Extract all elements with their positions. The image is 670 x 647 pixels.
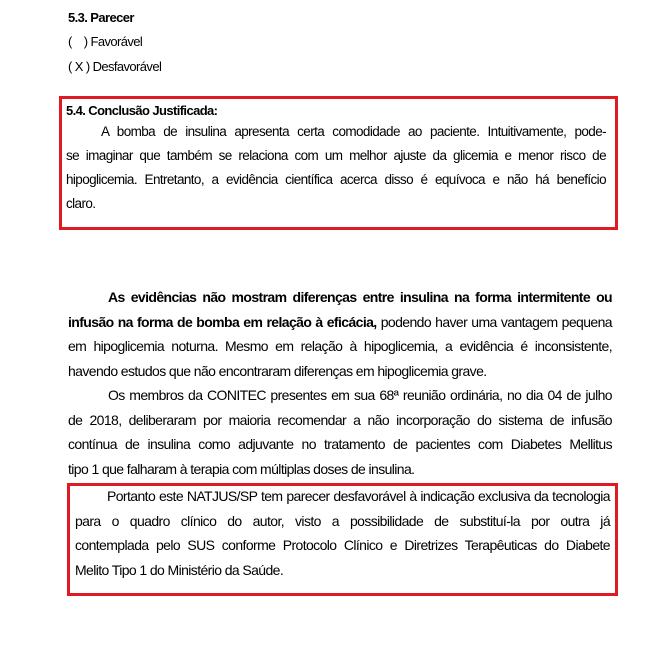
conclusion-line: hipoglicemia. Entretanto, a evidência científica acerca disso é equívoca e não há benefício	[66, 172, 606, 187]
conitec-paragraph	[68, 383, 612, 481]
conitec-line: contínua de insulina como adjuvante no tratamento de pacientes com Diabetes Mellitus	[68, 436, 612, 452]
evidence-bold-phrase: infusão na forma de bomba em relação à eficácia,	[68, 313, 377, 330]
opinion-line: Melito Tipo 1 do Ministério da Saúde.	[75, 561, 284, 578]
evidence-rest: podendo haver uma vantagem pequena	[376, 313, 612, 330]
opinion-line: Portanto este NATJUS/SP tem parecer desfavorável à indicação exclusiva da tecnologia	[107, 488, 610, 504]
evidence-line-bold: As evidências não mostram diferenças entre insulina na forma intermitente ou	[108, 289, 612, 305]
conclusion-line: claro.	[66, 196, 96, 211]
opinion-paragraph	[75, 484, 610, 582]
opinion-line: para o quadro clínico do autor, visto a possibilidade de substituí-la por outra já	[75, 512, 610, 529]
section-5-4-heading: 5.4. Conclusão Justificada:	[66, 103, 218, 118]
option-favoravel: ( ) Favorável	[68, 34, 143, 49]
conitec-line: Os membros da CONITEC presentes em sua 68ª reunião ordinária, no dia 04 de julho	[108, 387, 612, 403]
conclusion-paragraph	[66, 120, 606, 216]
conitec-line: de 2018, deliberaram por maioria recomendar a não incorporação do sistema de infusão	[68, 411, 612, 428]
option-desfavoravel: ( X ) Desfavorável	[68, 59, 162, 74]
evidence-line: em hipoglicemia noturna. Mesmo em relação à hipoglicemia, a evidência é inconsistente,	[68, 338, 612, 354]
evidence-paragraph	[68, 285, 612, 383]
opinion-line: contemplada pelo SUS conforme Protocolo Clínico e Diretrizes Terapêuticas do Diabete	[75, 537, 610, 553]
conclusion-line: se imaginar que também se relaciona com um melhor ajuste da glicemia e menor risco de	[66, 148, 606, 163]
evidence-line: havendo estudos que não encontraram diferenças em hipoglicemia grave.	[68, 362, 487, 379]
section-5-3-heading: 5.3. Parecer	[68, 10, 134, 25]
conclusion-line: A bomba de insulina apresenta certa comodidade ao paciente. Intuitivamente, pode-	[101, 124, 606, 139]
conitec-line: tipo 1 que falharam à terapia com múltiplas doses de insulina.	[68, 460, 415, 477]
evidence-line-mixed	[68, 310, 612, 335]
